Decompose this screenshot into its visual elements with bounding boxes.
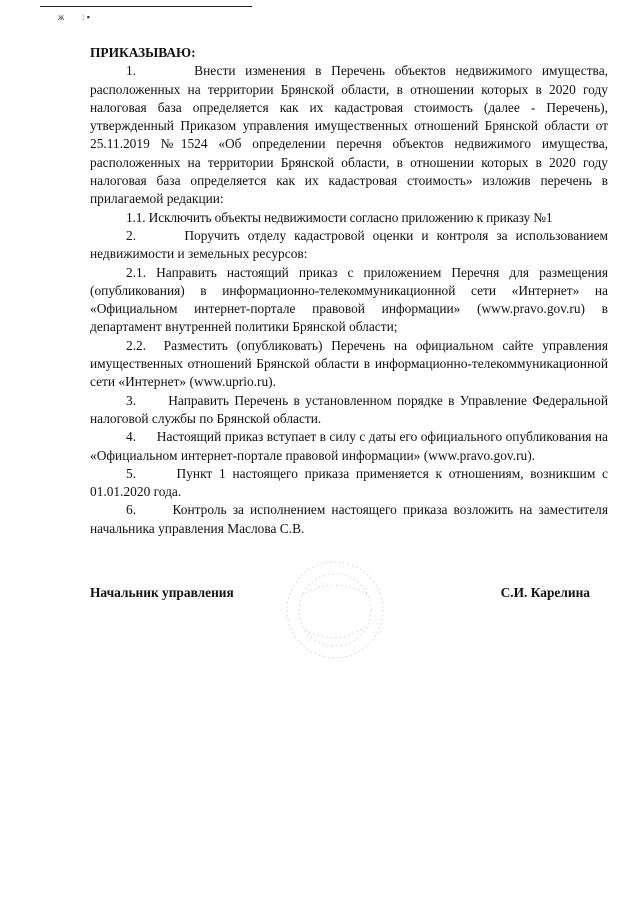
paragraph-2-2: 2.2. Разместить (опубликовать) Перечень на официальном сайте управления имущественных отношений Брянской области в информационно-телекоммуникационной сети «Интернет» (www.uprio.ru).: [90, 337, 608, 390]
faint-stamp-icon: [280, 555, 390, 665]
paragraph-2-1: 2.1. Направить настоящий приказ с приложением Перечня для размещения (опубликования) в информационно-телекоммуникационной сети «Интернет» на «Официальном интернет-портале правовой информации» (www.pravo.gov.ru) в департамент внутренней политики Брянской области;: [90, 264, 608, 335]
paragraph-6: 6. Контроль за исполнением настоящего приказа возложить на заместителя начальника управления Маслова С.В.: [90, 502, 608, 536]
scan-mark-right: ː ▪: [82, 12, 90, 22]
top-rule: [40, 6, 252, 7]
paragraph-1: 1. Внести изменения в Перечень объектов недвижимого имущества, расположенных на территории Брянской области, в отношении которых в 2020 году налоговая база определяется как их кадастровая стоимость (далее - Перечень), утвержденный Приказом управления имущественных отношений Брянской области от 25.11.2019 №1524 «Об определении перечня объектов недвижимого имущества, расположенных на территории Брянской области, в отношении которых в 2020 году налоговая база определяется как их кадастровая стоимость» изложив перечень в прилагаемой редакции:: [90, 63, 608, 207]
scan-mark-left: ж: [58, 12, 65, 22]
paragraph-1-1: 1.1. Исключить объекты недвижимости согласно приложению к приказу №1: [126, 209, 553, 225]
paragraph-3: 3. Направить Перечень в установленном порядке в Управление Федеральной налоговой службы по Брянской области.: [90, 392, 608, 426]
paragraph-5: 5. Пункт 1 настоящего приказа применяется к отношениям, возникшим с 01.01.2020 года.: [90, 465, 608, 500]
signer-position: Начальник управления: [90, 585, 234, 600]
document-body: [90, 44, 608, 538]
signer-name: С.И. Карелина: [500, 585, 590, 600]
paragraph-2: 2. Поручить отделу кадастровой оценки и контроля за использованием недвижимости и земельных ресурсов:: [90, 227, 608, 262]
paragraph-4: 4. Настоящий приказ вступает в силу с даты его официального опубликования на «Официальном интернет-портале правовой информации» (www.pravo.gov.ru).: [90, 429, 608, 463]
order-heading: ПРИКАЗЫВАЮ:: [90, 45, 196, 60]
